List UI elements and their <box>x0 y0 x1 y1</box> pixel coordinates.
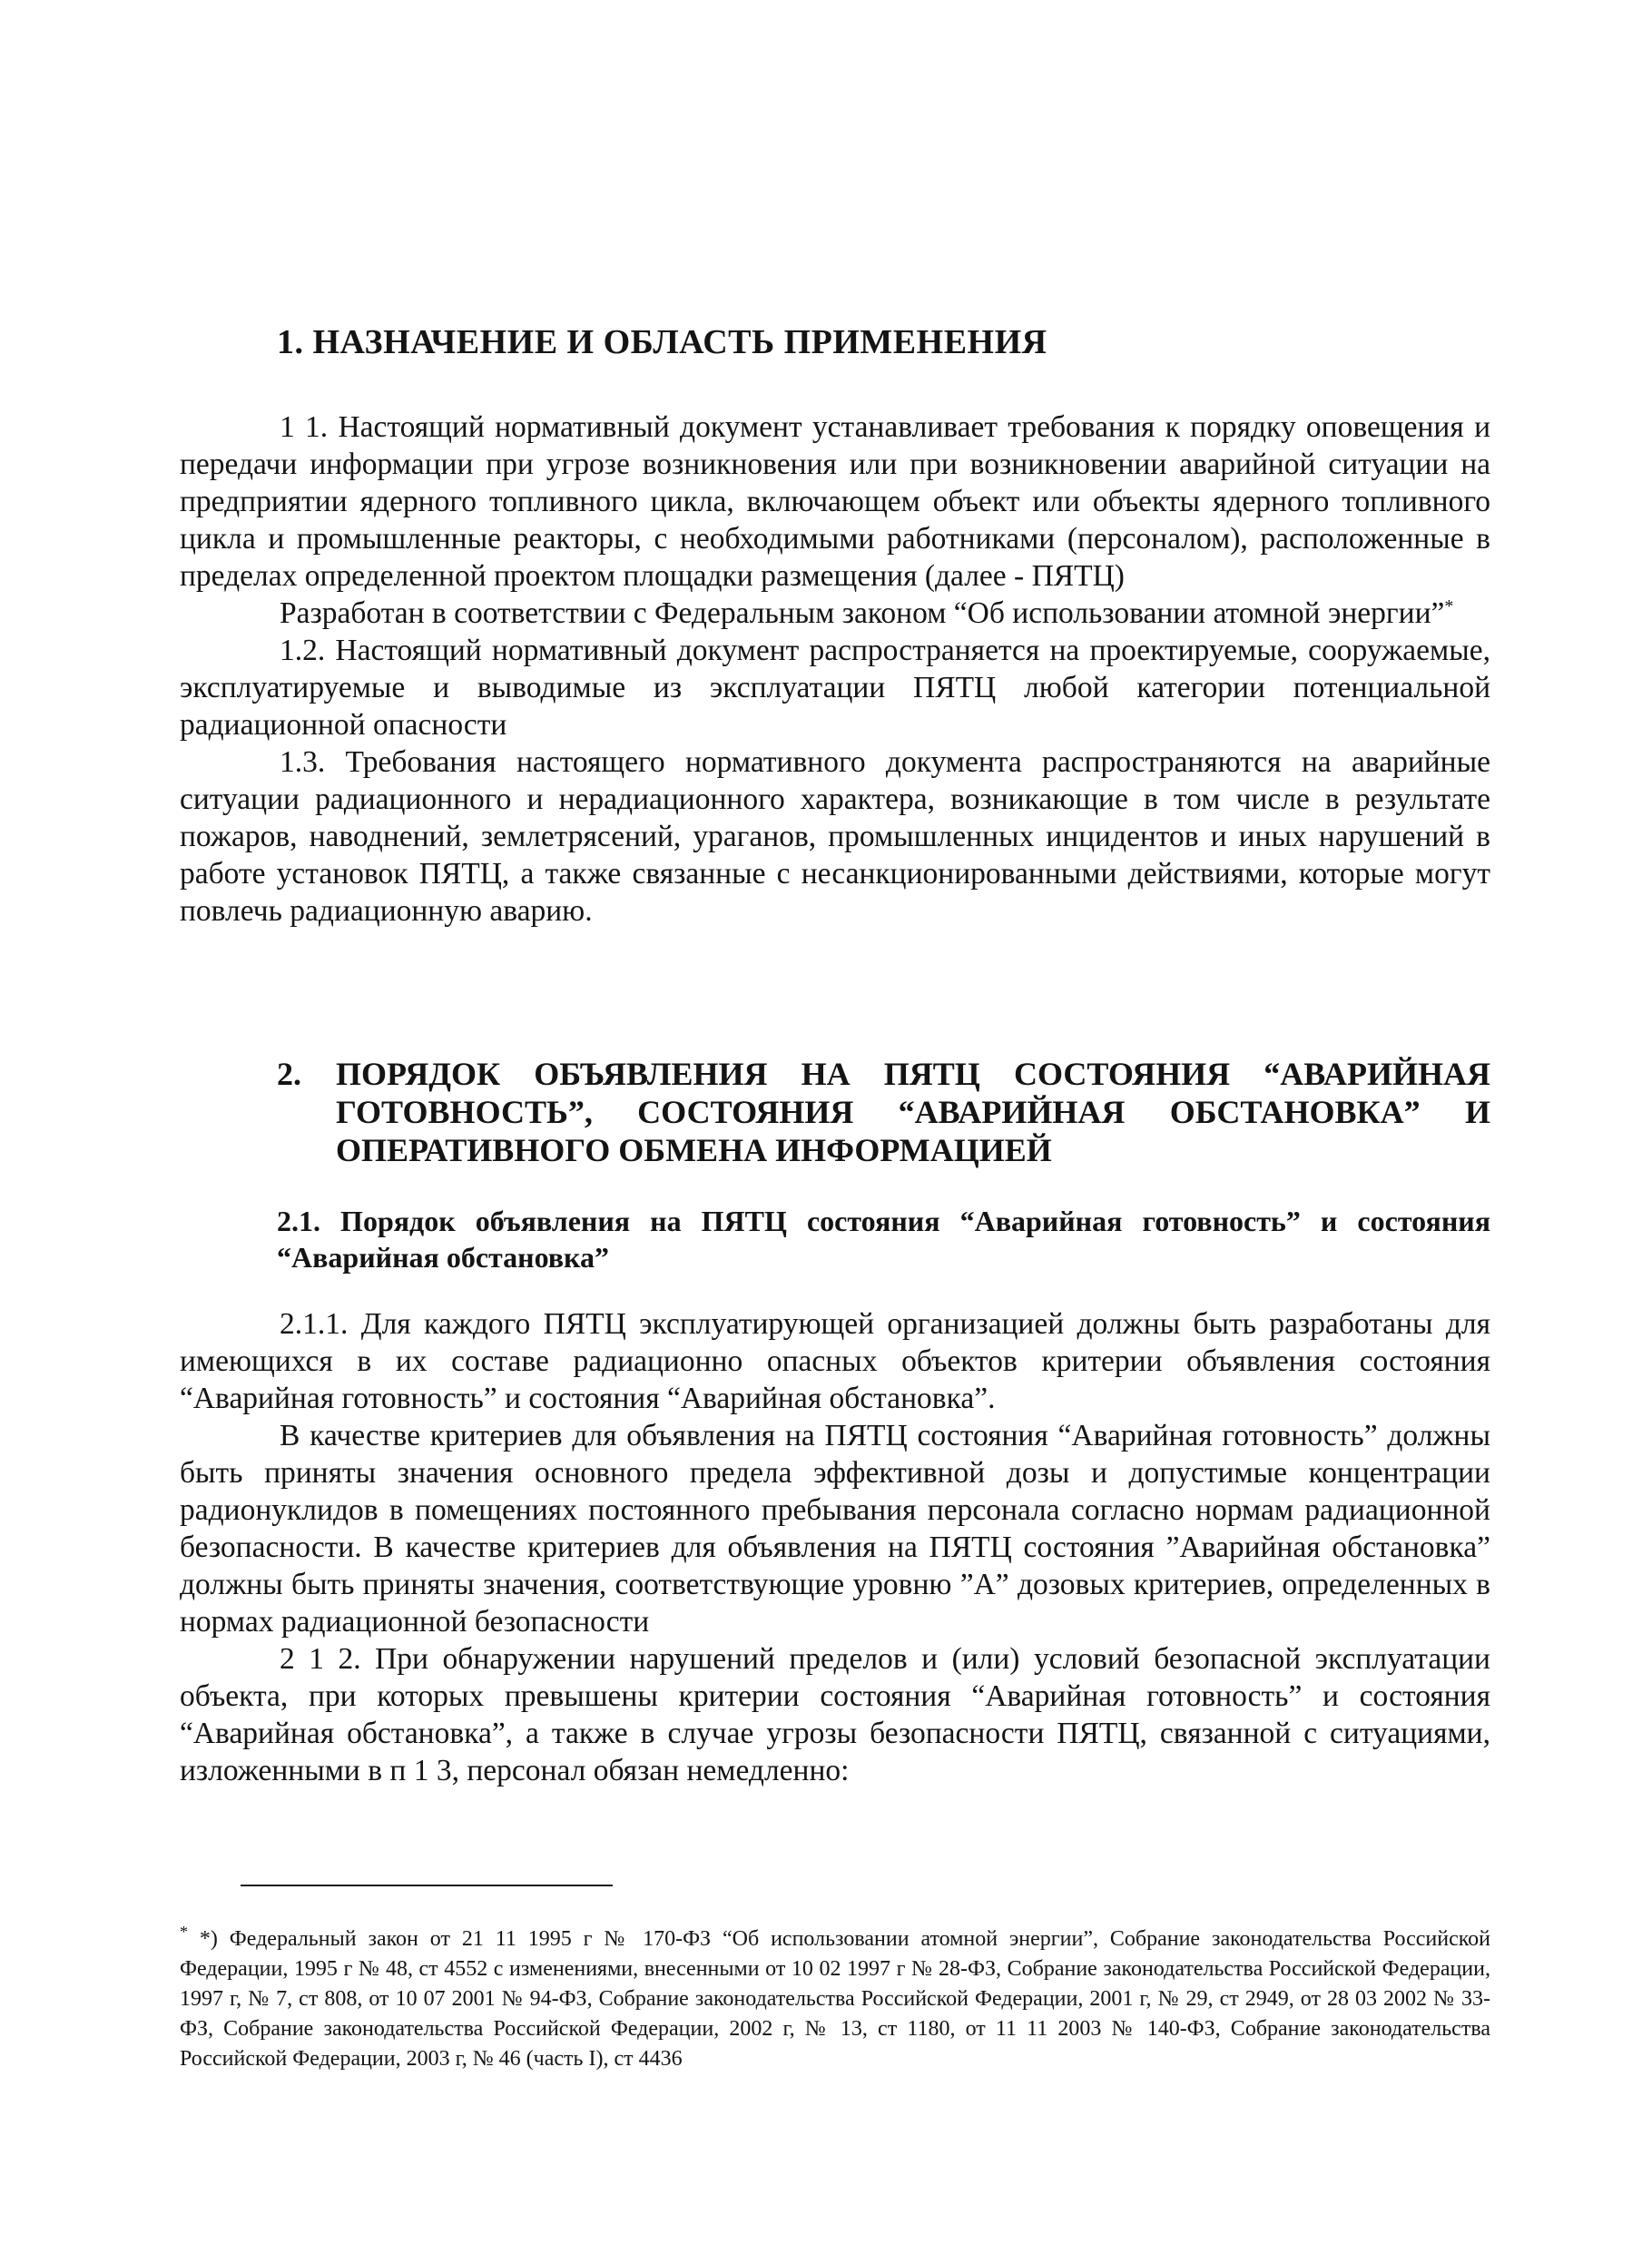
paragraph-2-1-1: 2.1.1. Для каждого ПЯТЦ эксплуатирующей организацией должны быть разработаны для имеющихся в их составе радиационно опасных объектов критерии объявления состояния “Аварийная готовность” и состояния “Аварийная обстановка”. <box>180 1307 1490 1415</box>
footnote-text: *) Федеральный закон от 21 11 1995 г № 170-ФЗ “Об использовании атомной энергии”, Собрание законодательства Российской Федерации, 1995 г № 48, ст 4552 с изменениями, внесенными от 10 02 1997 г № 28-ФЗ, Собрание законодательства Российской Федерации, 1997 г, № 7, ст 808, от 10 07 2001 № 94-ФЗ, Собрание законодательства Российской Федерации, 2001 г, № 29, ст 2949, от 28 03 2002 № 33-ФЗ, Собрание законодательства Российской Федерации, 2002 г, № 13, ст 1180, от 11 11 2003 № 140-ФЗ, Собрание законодательства Российской Федерации, 2003 г, № 46 (часть I), ст 4436 <box>180 1927 1491 2071</box>
paragraph-1-2: 1.2. Настоящий нормативный документ распространяется на проектируемые, сооружаемые, эксплуатируемые и выводимые из эксплуатации ПЯТЦ любой категории потенциальной радиационной опасности <box>180 634 1490 742</box>
section-2-heading <box>277 1055 1490 1169</box>
paragraph-1-1: 1 1. Настоящий нормативный документ устанавливает требования к порядку оповещения и передачи информации при угрозе возникновения или при возникновении аварийной ситуации на предприятии ядерного топливного цикла, включающем объект или объекты ядерного топливного цикла и промышленные реакторы, с необходимыми работниками (персоналом), расположенные в пределах определенной проектом площадки размещения (далее - ПЯТЦ) <box>180 410 1490 593</box>
paragraph-1-3: 1.3. Требования настоящего нормативного документа распространяются на аварийные ситуации радиационного и нерадиационного характера, возникающие в том числе в результате пожаров, наводнений, землетрясений, ураганов, промышленных инцидентов и иных нарушений в работе установок ПЯТЦ, а также связанные с несанкционированными действиями, которые могут повлечь радиационную аварию. <box>180 745 1490 928</box>
subsection-2-1-heading: 2.1. Порядок объявления на ПЯТЦ состояния “Аварийная готовность” и состояния “Аварийная обстановка” <box>277 1205 1490 1274</box>
section-2-body <box>180 1305 1490 1789</box>
section-2-number: 2. <box>277 1056 301 1092</box>
paragraph-1-1-law <box>180 595 1490 632</box>
footnote <box>180 1924 1490 2074</box>
footnote-separator <box>241 1885 613 1886</box>
section-1-body <box>180 409 1490 930</box>
paragraph-1-1-law-text: Разработан в соответствии с Федеральным законом “Об использовании атомной энергии” <box>280 596 1445 630</box>
paragraph-2-1-2: 2 1 2. При обнаружении нарушений пределов и (или) условий безопасной эксплуатации объекта, при которых превышены критерии состояния “Аварийная готовность” и состояния “Аварийная обстановка”, а также в случае угрозы безопасности ПЯТЦ, связанной с ситуациями, изложенными в п 1 3, персонал обязан немедленно: <box>180 1642 1490 1787</box>
section-2-title: ПОРЯДОК ОБЪЯВЛЕНИЯ НА ПЯТЦ СОСТОЯНИЯ “АВАРИЙНАЯ ГОТОВНОСТЬ”, СОСТОЯНИЯ “АВАРИЙНАЯ ОБСТАНОВКА” И ОПЕРАТИВНОГО ОБМЕНА ИНФОРМАЦИЕЙ <box>336 1056 1490 1168</box>
paragraph-2-1-1-criteria: В качестве критериев для объявления на ПЯТЦ состояния “Аварийная готовность” должны быть приняты значения основного предела эффективной дозы и допустимые концентрации радионуклидов в помещениях постоянного пребывания персонала согласно нормам радиационной безопасности. В качестве критериев для объявления на ПЯТЦ состояния ”Аварийная обстановка” должны быть приняты значения, соответствующие уровню ”А” дозовых критериев, определенных в нормах радиационной безопасности <box>180 1419 1490 1639</box>
footnote-reference-mark: * <box>1444 596 1454 616</box>
footnote-mark: * <box>180 1923 188 1941</box>
section-1-heading: 1. НАЗНАЧЕНИЕ И ОБЛАСТЬ ПРИМЕНЕНИЯ <box>277 323 1047 361</box>
footnote-paragraph <box>180 1924 1490 2074</box>
